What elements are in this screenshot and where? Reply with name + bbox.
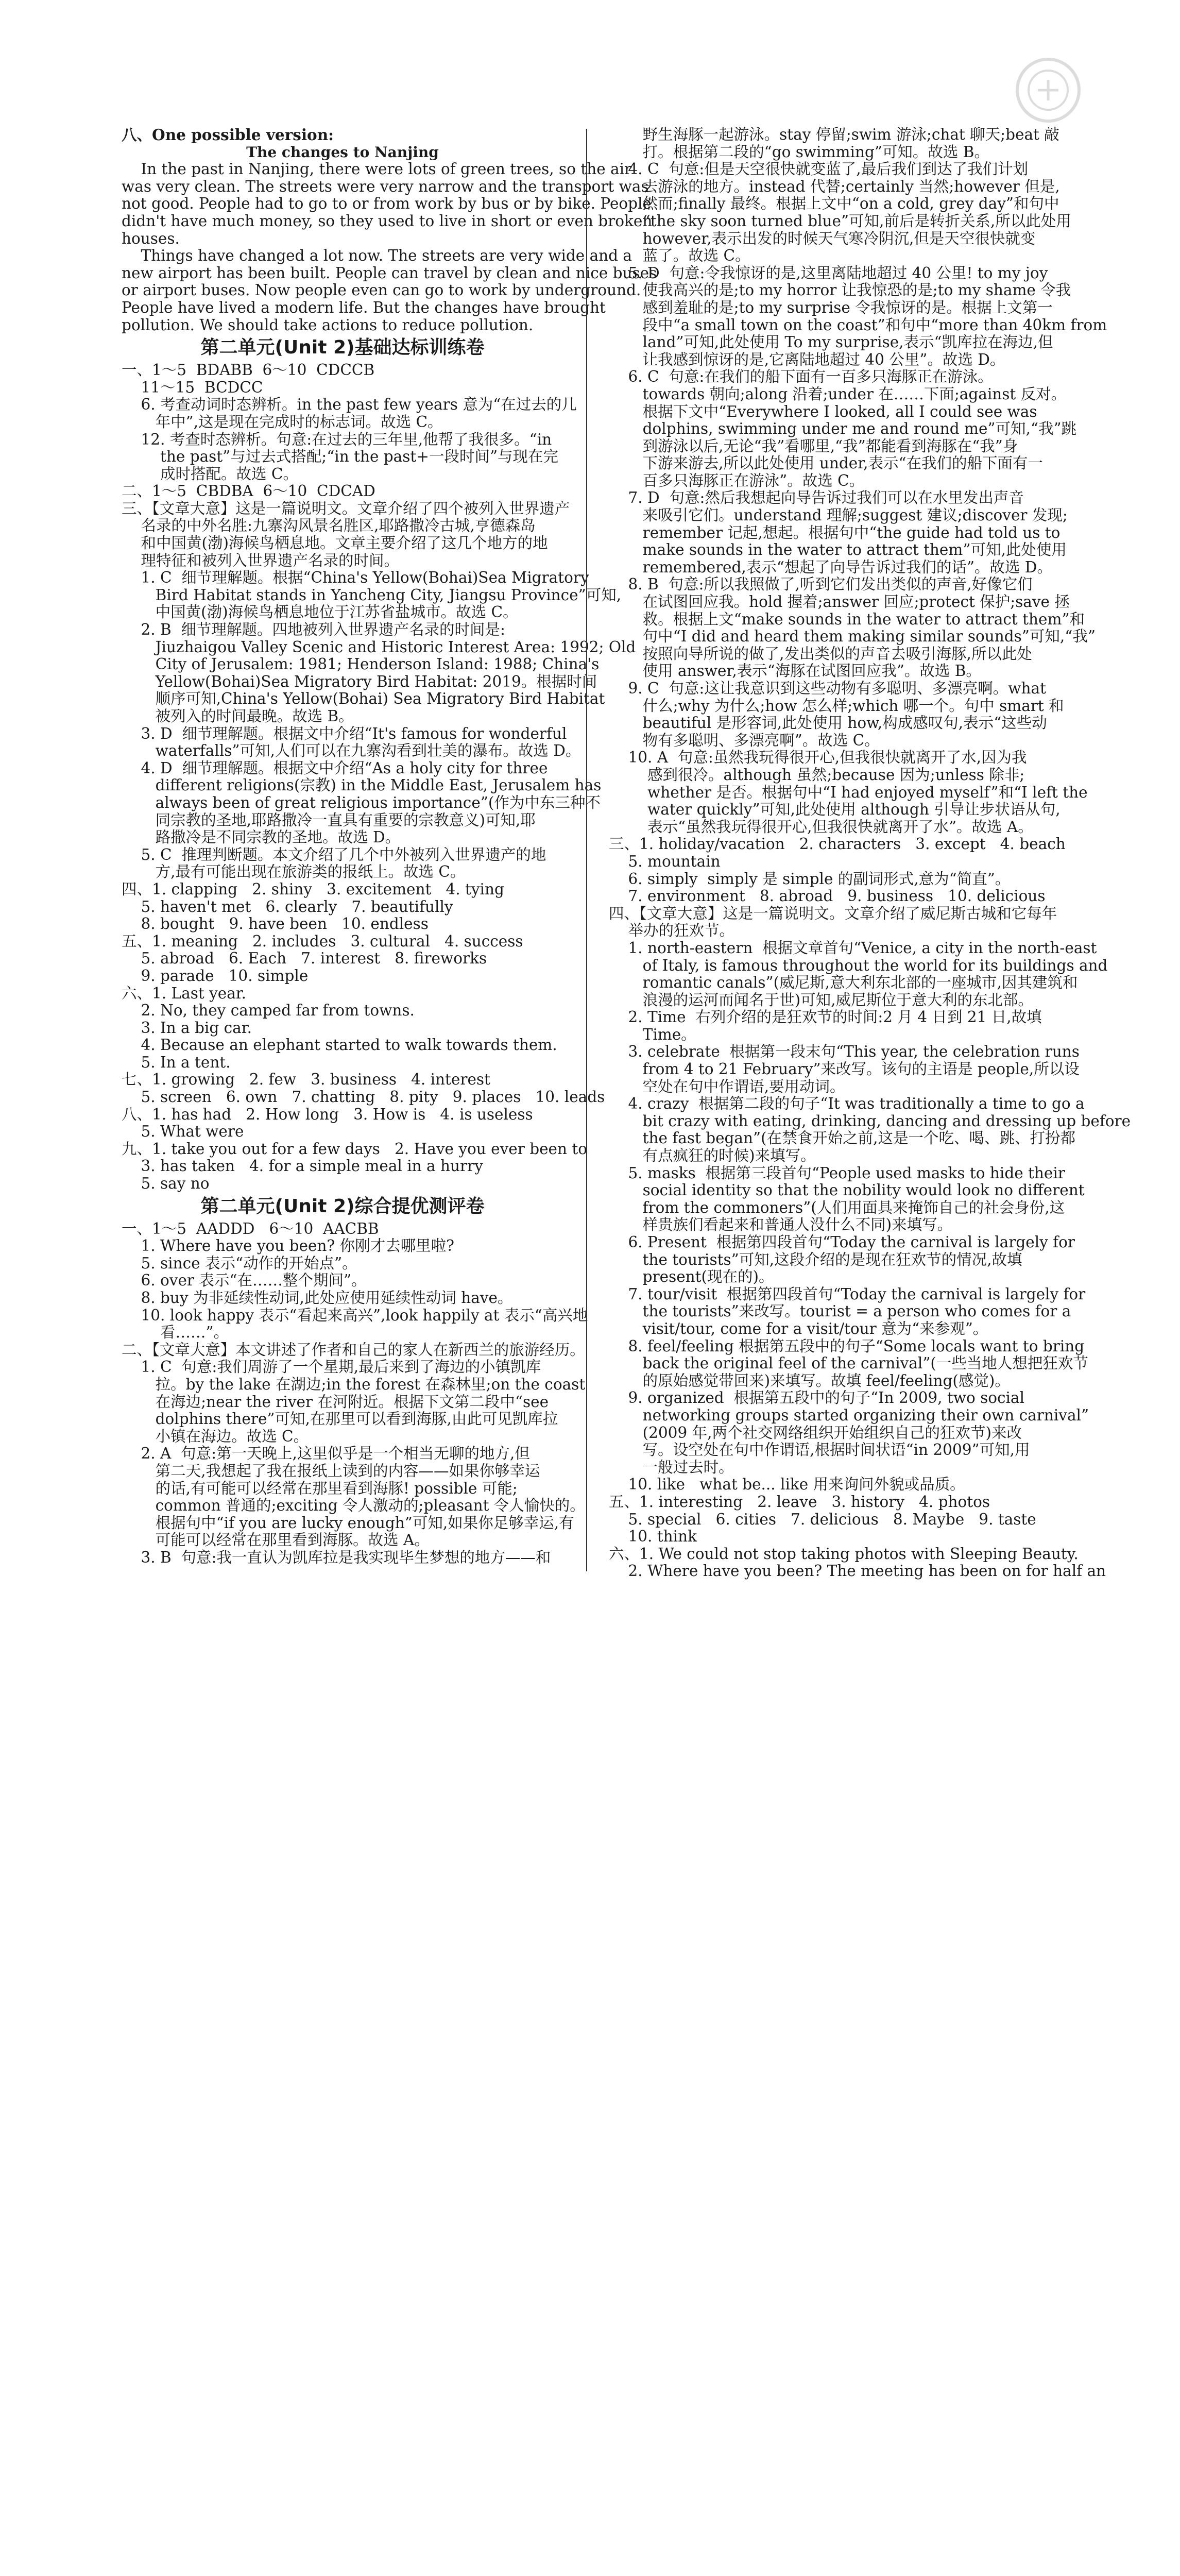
text-line: 写。设空处在句中作谓语,根据时间状语“in 2009”可知,用 (609, 1441, 1030, 1459)
text-line: beautiful 是形容词,此处使用 how,构成感叹句,表示“这些动 (609, 714, 1047, 732)
text-line: In the past in Nanjing, there were lots of green trees, so the air (122, 160, 632, 178)
text-line: 10. think (609, 1528, 697, 1546)
text-line: 浪漫的运河而闻名于世)可知,威尼斯位于意大利的东北部。 (609, 991, 1034, 1009)
text-line: 一、1～5 AADDD 6～10 AACBB (122, 1219, 379, 1238)
text-line: 理特征和被列入世界遗产名录的时间。 (122, 551, 400, 569)
seal-icon (1010, 52, 1087, 129)
text-line: 看……”。 (122, 1324, 229, 1342)
text-line: 5. D 句意:令我惊讶的是,这里离陆地超过 40 公里! to my joy (609, 264, 1048, 282)
text-line: 到游泳以后,无论“我”看哪里,“我”都能看到海豚在“我”身 (609, 437, 1018, 455)
text-line: 让我感到惊讶的是,它离陆地超过 40 公里”。故选 D。 (609, 350, 1005, 368)
text-line: 2. B 细节理解题。四地被列入世界遗产名录的时间是: (122, 621, 505, 639)
text-line: the past”与过去式搭配;“in the past+一段时间”与现在完 (122, 448, 559, 466)
text-line: 3. D 细节理解题。根据文中介绍“It's famous for wonderful (122, 724, 567, 742)
text-line: 4. C 句意:但是天空很快就变蓝了,最后我们到达了我们计划 (609, 160, 1029, 178)
text-line: from the commoners”(人们用面具来掩饰自己的社会身份,这 (609, 1198, 1065, 1216)
text-line: 2. Time 右列介绍的是狂欢节的时间:2 月 4 日到 21 日,故填 (609, 1008, 1042, 1026)
text-line: 9. parade 10. simple (122, 967, 309, 985)
text-line: however,表示出发的时候天气寒冷阴沉,但是天空很快就变 (609, 229, 1036, 247)
text-line: 来吸引它们。understand 理解;suggest 建议;discover 发现; (609, 506, 1068, 524)
text-line: 同宗教的圣地,耶路撒冷一直具有重要的宗教意义)可知,耶 (122, 811, 536, 829)
text-line: 5. In a tent. (122, 1053, 231, 1071)
text-line: 一般过去时。 (609, 1458, 734, 1476)
text-line: 3. B 句意:我一直认为凯库拉是我实现毕生梦想的地方——和 (122, 1548, 551, 1566)
text-line: 表示“虽然我玩得很开心,但我很快就离开了水”。故选 A。 (609, 818, 1033, 836)
text-line: 四、【文章大意】这是一篇说明文。文章介绍了威尼斯古城和它每年 (609, 904, 1057, 922)
text-line: 可能可以经常在那里看到海豚。故选 A。 (122, 1531, 430, 1549)
text-line: different religions(宗教) in the Middle East, Jerusalem has (122, 776, 602, 794)
text-line: 举办的狂欢节。 (609, 922, 735, 940)
text-line: 五、1. interesting 2. leave 3. history 4. photos (609, 1493, 990, 1511)
text-line: 4. Because an elephant started to walk towards them. (122, 1036, 557, 1054)
text-line: 7. environment 8. abroad 9. business 10. delicious (609, 887, 1046, 905)
text-line: 根据下文中“Everywhere I looked, all I could see was (609, 402, 1037, 420)
text-line: 六、1. Last year. (122, 984, 247, 1002)
text-line: Yellow(Bohai)Sea Migratory Bird Habitat: 2019。根据时间 (122, 672, 597, 690)
text-line: “the sky soon turned blue”可知,前后是转折关系,所以此处用 (609, 212, 1071, 230)
text-line: 拉。by the lake 在湖边;in the forest 在森林里;on the coast (122, 1375, 586, 1393)
text-line: 5. say no (122, 1175, 210, 1193)
text-line: land”可知,此处使用 To my surprise,表示“凯库拉在海边,但 (609, 333, 1053, 351)
text-line: 10. A 句意:虽然我玩得很开心,但我很快就离开了水,因为我 (609, 749, 1027, 767)
text-line: 10. like what be... like 用来询问外貌或品质。 (609, 1476, 965, 1494)
text-line: 什么;why 为什么;how 怎么样;which 哪一个。句中 smart 和 (609, 697, 1064, 715)
text-line: 三、1. holiday/vacation 2. characters 3. except 4. beach (609, 835, 1066, 853)
text-line: remember 记起,想起。根据句中“the guide had told us to (609, 523, 1061, 541)
text-line: of Italy, is famous throughout the world for its buildings and (609, 956, 1108, 974)
right-column (609, 126, 1131, 1580)
text-line: 5. special 6. cities 7. delicious 8. Maybe 9. taste (609, 1510, 1036, 1528)
text-line: Jiuzhaigou Valley Scenic and Historic Interest Area: 1992; Old (122, 638, 636, 656)
text-line: 1. C 细节理解题。根据“China's Yellow(Bohai)Sea Migratory (122, 569, 589, 587)
text-line: 物有多聪明、多漂亮啊”。故选 C。 (609, 731, 880, 749)
text-line: waterfalls”可知,人们可以在九寨沟看到壮美的瀑布。故选 D。 (122, 742, 581, 760)
text-line: 3. has taken 4. for a simple meal in a hurry (122, 1157, 483, 1175)
text-line: 2. Where have you been? The meeting has been on for half an (609, 1562, 1106, 1580)
text-line: 8. feel/feeling 根据第五段中的句子“Some locals want to bring (609, 1337, 1085, 1355)
text-line: 名录的中外名胜:九寨沟风景名胜区,耶路撒冷古城,亨德森岛 (122, 517, 536, 535)
text-line: 小镇在海边。故选 C。 (122, 1427, 309, 1445)
text-line: romantic canals”(威尼斯,意大利东北部的一座城市,因其建筑和 (609, 974, 1078, 992)
text-line: 方,最有可能出现在旅游类的报纸上。故选 C。 (122, 863, 466, 881)
text-line: 六、1. We could not stop taking photos with Sleeping Beauty. (609, 1545, 1079, 1563)
text-line: social identity so that the nobility would look no different (609, 1181, 1085, 1199)
text-line: 四、1. clapping 2. shiny 3. excitement 4. tying (122, 880, 504, 898)
text-line: 按照向导所说的做了,发出类似的声音去吸引海豚,所以此处 (609, 645, 1032, 663)
text-line: 12. 考查时态辨析。句意:在过去的三年里,他帮了我很多。“in (122, 430, 552, 448)
text-line: 第二天,我想起了我在报纸上读到的内容——如果你够幸运 (122, 1462, 540, 1480)
text-line: 10. look happy 表示“看起来高兴”,look happily at 表示“高兴地 (122, 1306, 588, 1324)
text-line: 七、1. growing 2. few 3. business 4. interest (122, 1071, 490, 1089)
text-line: 2. A 句意:第一天晚上,这里似乎是一个相当无聊的地方,但 (122, 1445, 530, 1463)
text-line: 段中“a small town on the coast”和句中“more than 40km from (609, 316, 1107, 334)
text-line: 中国黄(渤)海候鸟栖息地位于江苏省盐城市。故选 C。 (122, 603, 518, 621)
essay-title: The changes to Nanjing (246, 143, 439, 161)
text-line: 11～15 BCDCC (122, 378, 263, 396)
text-line: 被列入的时间最晚。故选 B。 (122, 707, 354, 725)
text-line: 5. since 表示“动作的开始点”。 (122, 1254, 357, 1272)
text-line: dolphins, swimming under me and round me”可知,“我”跳 (609, 420, 1077, 438)
text-line: 6. Present 根据第四段首句“Today the carnival is largely for (609, 1233, 1075, 1251)
text-line: City of Jerusalem: 1981; Henderson Island: 1988; China's (122, 655, 600, 673)
text-line: 路撒冷是不同宗教的圣地。故选 D。 (122, 828, 401, 846)
text-line: (2009 年,两个社交网络组织开始组织自己的狂欢节)来改 (609, 1423, 1022, 1442)
text-line: 救。根据上文“make sounds in the water to attract them”和 (609, 610, 1085, 628)
text-line: make sounds in the water to attract them”可知,此处使用 (609, 541, 1067, 559)
text-line: 使我高兴的是;to my horror 让我惊恐的是;to my shame 令我 (609, 281, 1071, 299)
text-line: 9. organized 根据第五段中的句子“In 2009, two social (609, 1389, 1025, 1407)
text-line: 根据句中“if you are lucky enough”可知,如果你足够幸运,有 (122, 1514, 574, 1532)
text-line: 空处在句中作谓语,要用动词。 (609, 1077, 845, 1095)
text-line: 一、1～5 BDABB 6～10 CDCCB (122, 361, 375, 379)
text-line: 5. mountain (609, 852, 721, 870)
text-line: towards 朝向;along 沿着;under 在……下面;against 反对。 (609, 385, 1067, 403)
text-line: 4. crazy 根据第二段的句子“It was traditionally a time to go a (609, 1095, 1085, 1113)
text-line: 然而;finally 最终。根据上文中“on a cold, grey day”和句中 (609, 195, 1059, 213)
text-line: not good. People had to go to or from work by bus or by bike. People (122, 195, 652, 213)
text-line: 感到很冷。although 虽然;because 因为;unless 除非; (609, 766, 1025, 784)
text-line: 6. 考查动词时态辨析。in the past few years 意为“在过去的几 (122, 396, 577, 414)
text-line: 九、1. take you out for a few days 2. Have you ever been to (122, 1140, 587, 1158)
text-line: 7. tour/visit 根据第四段首句“Today the carnival is largely for (609, 1285, 1086, 1303)
text-line: whether 是否。根据句中“I had enjoyed myself”和“I left the (609, 783, 1088, 801)
text-line: 野生海豚一起游泳。stay 停留;swim 游泳;chat 聊天;beat 敲 (609, 126, 1059, 143)
text-line: present(现在的)。 (609, 1268, 774, 1286)
text-line: 6. simply simply 是 simple 的副词形式,意为“简直”。 (609, 870, 1011, 888)
text-line: 4. D 细节理解题。根据文中介绍“As a holy city for three (122, 759, 548, 777)
text-line: dolphins there”可知,在那里可以看到海豚,由此可见凯库拉 (122, 1410, 558, 1428)
text-line: 顺序可知,China's Yellow(Bohai) Sea Migratory Bird Habitat (122, 690, 605, 708)
text-line: Time。 (609, 1025, 696, 1043)
text-line: 8. bought 9. have been 10. endless (122, 915, 429, 933)
text-line: 使用 answer,表示“海豚在试图回应我”。故选 B。 (609, 662, 981, 680)
text-line: new airport has been built. People can travel by clean and nice buses (122, 264, 657, 282)
text-line: common 普通的;exciting 令人激动的;pleasant 令人愉快的。 (122, 1497, 585, 1515)
text-line: 感到羞耻的是;to my surprise 令我惊讶的是。根据上文第一 (609, 298, 1053, 316)
text-line: water quickly”可知,此处使用 although 引导让步状语从句, (609, 801, 1061, 819)
text-line: 百多只海豚正在游泳”。故选 C。 (609, 471, 865, 489)
text-line: 三、【文章大意】这是一篇说明文。文章介绍了四个被列入世界遗产 (122, 499, 570, 517)
text-line: Bird Habitat stands in Yancheng City, Jiangsu Province”可知, (122, 586, 622, 604)
text-line: 五、1. meaning 2. includes 3. cultural 4. success (122, 932, 523, 950)
text-line: back the original feel of the carnival”(一些当地人想把狂欢节 (609, 1354, 1088, 1372)
text-line: always been of great religious importance”(作为中东三种不 (122, 793, 601, 811)
text-line: 下游来游去,所以此处使用 under,表示“在我们的船下面有一 (609, 454, 1044, 472)
text-line: 3. celebrate 根据第一段末句“This year, the celebration runs (609, 1043, 1080, 1061)
text-line: 蓝了。故选 C。 (609, 247, 750, 265)
text-line: Things have changed a lot now. The streets are very wide and a (122, 247, 632, 265)
text-line: 1. C 句意:我们周游了一个星期,最后来到了海边的小镇凯库 (122, 1358, 541, 1376)
text-line: 5. C 推理判断题。本文介绍了几个中外被列入世界遗产的地 (122, 845, 546, 863)
text-line: was very clean. The streets were very narrow and the transport was (122, 177, 649, 195)
text-line: the tourists”来改写。tourist = a person who comes for a (609, 1302, 1071, 1320)
text-line: networking groups started organizing their own carnival” (609, 1406, 1089, 1424)
text-line: pollution. We should take actions to reduce pollution. (122, 316, 534, 334)
text-line: or airport buses. Now people even can go to work by underground. (122, 281, 641, 299)
text-line: the fast began”(在禁食开始之前,这是一个吃、喝、跳、打扮都 (609, 1129, 1075, 1147)
text-line: 9. C 句意:这让我意识到这些动物有多聪明、多漂亮啊。what (609, 680, 1046, 697)
text-line: 去游泳的地方。instead 代替;certainly 当然;however 但是, (609, 177, 1060, 195)
column-divider (586, 129, 587, 1571)
text-line: 年中”,这是现在完成时的标志词。故选 C。 (122, 413, 443, 431)
text-line: 成时搭配。故选 C。 (122, 465, 298, 483)
text-line: didn't have much money, so they used to live in short or even broken (122, 212, 653, 230)
text-line: the tourists”可知,这段介绍的是现在狂欢节的情况,故填 (609, 1250, 1022, 1268)
text-line: 1. north-eastern 根据文章首句“Venice, a city in the north-east (609, 939, 1097, 957)
text-line: 在海边;near the river 在河附近。根据下文第二段中“see (122, 1393, 549, 1411)
text-line: 5. masks 根据第三段首句“People used masks to hide their (609, 1164, 1065, 1182)
text-line: 在试图回应我。hold 握着;answer 回应;protect 保护;save 拯 (609, 593, 1070, 611)
text-line: 二、【文章大意】本文讲述了作者和自己的家人在新西兰的旅游经历。 (122, 1341, 585, 1359)
text-line: remembered,表示“想起了向导告诉过我们的话”。故选 D。 (609, 558, 1052, 576)
text-line: 8. B 句意:所以我照做了,听到它们发出类似的声音,好像它们 (609, 575, 1033, 594)
text-line: 的话,有可能可以经常在那里看到海豚! possible 可能; (122, 1479, 518, 1497)
text-line: 和中国黄(渤)海候鸟栖息地。文章主要介绍了这几个地方的地 (122, 534, 548, 552)
page-footer (0, 1574, 1180, 1636)
text-line: 5. What were (122, 1123, 244, 1141)
text-line: 二、1～5 CBDBA 6～10 CDCAD (122, 482, 375, 500)
text-line: 2. No, they camped far from towns. (122, 1002, 415, 1020)
text-line: 5. haven't met 6. clearly 7. beautifully (122, 897, 453, 916)
section-heading: 第二单元(Unit 2)综合提优测评卷 (200, 1195, 485, 1217)
text-line: 7. D 句意:然后我想起向导告诉过我们可以在水里发出声音 (609, 489, 1024, 507)
text-line: 句中“I did and heard them making similar sounds”可知,“我” (609, 628, 1096, 646)
text-line: visit/tour, come for a visit/tour 意为“来参观”。 (609, 1319, 988, 1337)
text-line: 八、One possible version: (122, 126, 334, 144)
text-line: 3. In a big car. (122, 1019, 252, 1037)
text-line: People have lived a modern life. But the changes have brought (122, 298, 606, 316)
text-line: bit crazy with eating, drinking, dancing and dressing up before (609, 1112, 1131, 1130)
text-line: 5. abroad 6. Each 7. interest 8. fireworks (122, 950, 487, 968)
text-line: 6. over 表示“在……整个期间”。 (122, 1272, 367, 1290)
section-heading: 第二单元(Unit 2)基础达标训练卷 (200, 337, 485, 359)
text-line: 八、1. has had 2. How long 3. How is 4. is useless (122, 1105, 533, 1123)
text-line: 有点疯狂的时候)来填写。 (609, 1147, 816, 1165)
text-line: 打。根据第二段的“go swimming”可知。故选 B。 (609, 143, 989, 161)
text-line: 的原始感觉带回来)来填写。故填 feel/feeling(感觉)。 (609, 1371, 1010, 1389)
text-line: 8. buy 为非延续性动词,此处应使用延续性动词 have。 (122, 1289, 513, 1307)
text-line: 1. Where have you been? 你刚才去哪里啦? (122, 1237, 454, 1255)
text-line: 6. C 句意:在我们的船下面有一百多只海豚正在游泳。 (609, 368, 993, 386)
text-line: 样贵族们看起来和普通人没什么不同)来填写。 (609, 1216, 953, 1234)
text-line: 5. screen 6. own 7. chatting 8. pity 9. places 10. leads (122, 1088, 605, 1106)
text-line: houses. (122, 229, 180, 247)
text-line: from 4 to 21 February”来改写。该句的主语是 people,所以设 (609, 1060, 1080, 1078)
